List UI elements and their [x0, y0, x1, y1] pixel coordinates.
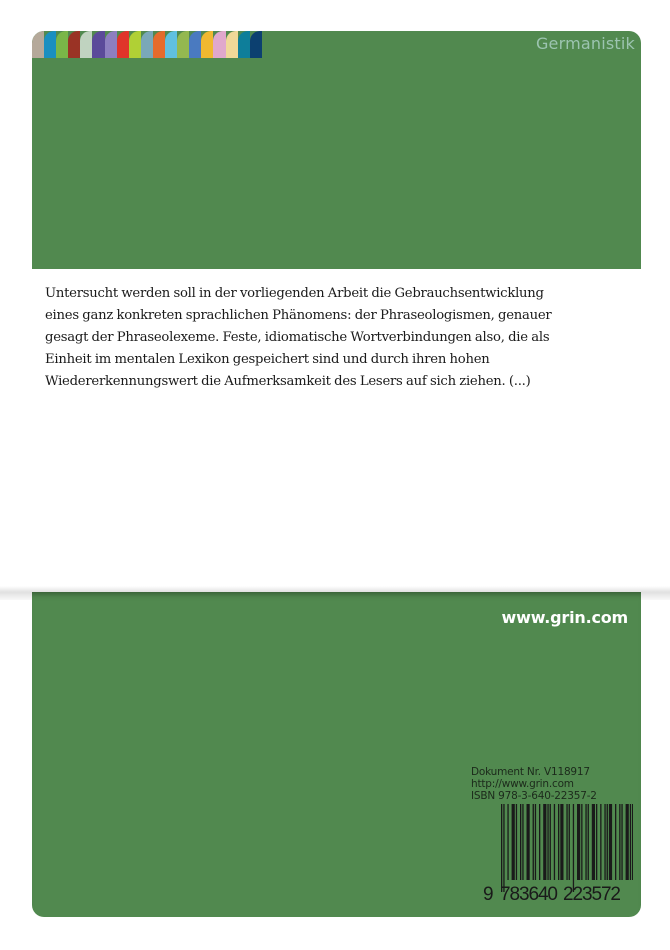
color-stripe [32, 31, 44, 58]
website-label: www.grin.com [501, 608, 628, 627]
color-stripe [238, 31, 250, 58]
color-stripe [226, 31, 238, 58]
barcode-digit-first: 9 [483, 884, 494, 904]
color-stripe [92, 31, 104, 58]
color-stripe-bar [32, 31, 262, 58]
document-url: http://www.grin.com [471, 778, 574, 790]
barcode-digits-group2: 223572 [563, 884, 621, 904]
blurb-line: eines ganz konkreten sprachlichen Phänomens: der Phraseologismen, genauer [45, 308, 552, 323]
cover-header-panel [32, 31, 641, 269]
color-stripe [68, 31, 80, 58]
color-stripe [201, 31, 213, 58]
color-stripe [141, 31, 153, 58]
back-cover-panel [32, 592, 641, 917]
color-stripe [165, 31, 177, 58]
color-stripe [44, 31, 56, 58]
document-info [471, 766, 597, 802]
series-label: Germanistik [535, 34, 635, 53]
color-stripe [80, 31, 92, 58]
barcode-digits-group1: 783640 [500, 884, 558, 904]
color-stripe [129, 31, 141, 58]
blurb-line: Untersucht werden soll in der vorliegenden Arbeit die Gebrauchsentwicklung [45, 286, 544, 301]
document-number: Dokument Nr. V118917 [471, 766, 590, 778]
color-stripe [177, 31, 189, 58]
color-stripe [153, 31, 165, 58]
color-stripe [250, 31, 262, 58]
blurb-line: Wiedererkennungswert die Aufmerksamkeit des Lesers auf sich ziehen. (...) [45, 374, 531, 389]
isbn: ISBN 978-3-640-22357-2 [471, 790, 597, 802]
blurb-line: gesagt der Phraseolexeme. Feste, idiomatische Wortverbindungen also, die als [45, 330, 550, 345]
blurb-text [45, 283, 605, 393]
color-stripe [189, 31, 201, 58]
color-stripe [213, 31, 225, 58]
color-stripe [56, 31, 68, 58]
barcode-icon [483, 804, 633, 904]
color-stripe [117, 31, 129, 58]
isbn-barcode [483, 804, 633, 904]
color-stripe [105, 31, 117, 58]
blurb-line: Einheit im mentalen Lexikon gespeichert sind und durch ihren hohen [45, 352, 490, 367]
